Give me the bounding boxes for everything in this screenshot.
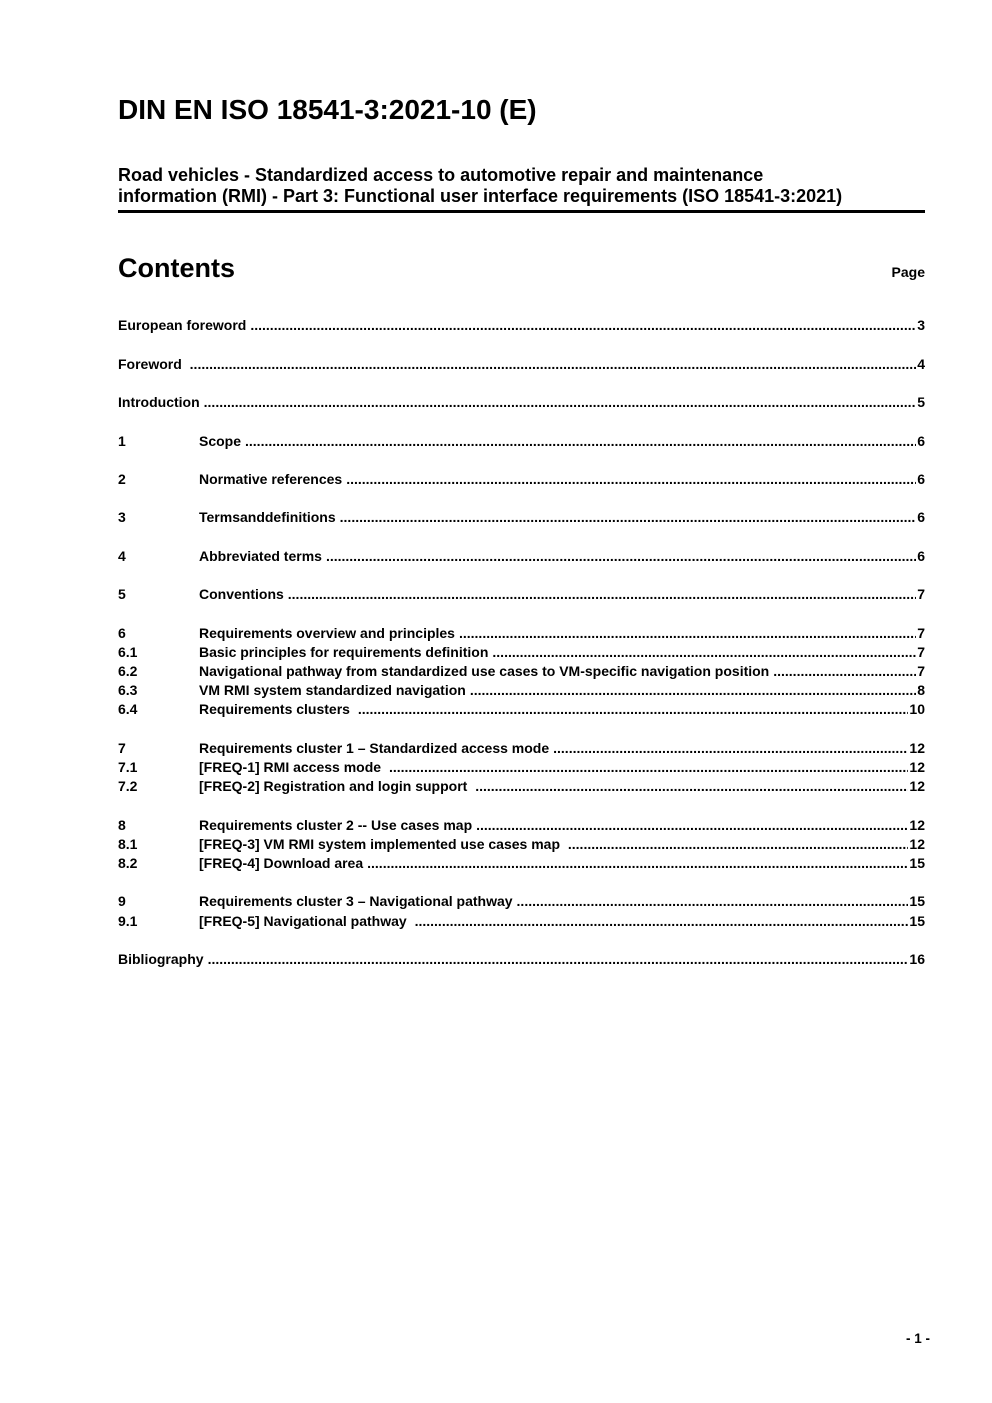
toc-entry: [118, 643, 925, 662]
toc-entry-page: 8: [917, 682, 925, 699]
toc-entry: [118, 624, 925, 643]
toc-leader-dots: [204, 950, 909, 969]
toc-entry-label: Scope: [199, 432, 242, 449]
toc-leader-dots: [471, 777, 908, 796]
toc-entry-number: 6.4: [118, 701, 138, 718]
toc-leader-dots: [549, 739, 908, 758]
toc-entry-page: 10: [909, 701, 925, 718]
toc-entry: [118, 854, 925, 873]
toc-entry-page: 12: [909, 835, 925, 852]
toc-entry: [118, 470, 925, 489]
toc-entry-label: Requirements cluster 3 – Navigational pathway: [199, 893, 513, 910]
toc-leader-dots: [411, 912, 909, 931]
toc-entry-label: Requirements overview and principles: [199, 624, 455, 641]
toc-entry-page: 12: [909, 739, 925, 756]
toc-entry-label: Conventions: [199, 586, 284, 603]
toc-entry: [118, 355, 925, 374]
toc-entry-number: 7.1: [118, 758, 138, 775]
toc-entry-number: 6.2: [118, 662, 138, 679]
toc-entry-label: Navigational pathway from standardized use cases to VM-specific navigation position: [199, 662, 770, 679]
toc-entry-number: 9.1: [118, 912, 138, 929]
toc-entry-page: 7: [917, 624, 925, 641]
toc-entry-label: Foreword: [118, 355, 186, 372]
toc-entry-page: 12: [909, 758, 925, 775]
toc-entry: [118, 585, 925, 604]
toc-entry: [118, 547, 925, 566]
toc-leader-dots: [241, 432, 916, 451]
toc-entry-label: Introduction: [118, 394, 200, 411]
contents-header: [118, 255, 925, 282]
toc-entry-number: 7.2: [118, 778, 138, 795]
toc-entry-label: [FREQ-3] VM RMI system implemented use cases map: [199, 835, 564, 852]
toc-entry: [118, 835, 925, 854]
toc-entry-page: 15: [909, 854, 925, 871]
toc-entry-number: 8: [118, 816, 126, 833]
toc-entry: [118, 739, 925, 758]
toc-entry-page: 6: [917, 547, 925, 564]
toc-entry-number: 8.2: [118, 854, 138, 871]
toc-leader-dots: [342, 470, 916, 489]
toc-entry-label: Abbreviated terms: [199, 547, 322, 564]
toc-leader-dots: [322, 547, 916, 566]
page-column-label: Page: [891, 264, 925, 281]
toc-entry-page: 16: [909, 950, 925, 967]
toc-leader-dots: [284, 585, 916, 604]
toc-entry: [118, 758, 925, 777]
toc-entry: [118, 816, 925, 835]
toc-entry: [118, 892, 925, 911]
doc-title-line2: information (RMI) - Part 3: Functional user interface requirements (ISO 18541-3:2021): [118, 185, 843, 206]
toc-entry-label: [FREQ-2] Registration and login support: [199, 778, 472, 795]
doc-number: DIN EN ISO 18541-3:2021-10 (E): [118, 94, 537, 125]
toc-entry-number: 7: [118, 739, 126, 756]
toc-entry-page: 4: [917, 355, 925, 372]
toc-entry-label: [FREQ-4] Download area: [199, 854, 364, 871]
toc-leader-dots: [513, 892, 909, 911]
toc-entry: [118, 662, 925, 681]
toc-entry-number: 3: [118, 509, 126, 526]
toc-entry: [118, 432, 925, 451]
toc-entry-label: Requirements cluster 1 – Standardized access mode: [199, 739, 550, 756]
toc-entry: [118, 393, 925, 412]
toc-leader-dots: [455, 624, 916, 643]
toc-leader-dots: [200, 393, 917, 412]
doc-title: [118, 165, 925, 213]
toc-leader-dots: [564, 835, 909, 854]
toc-entry-page: 3: [917, 317, 925, 334]
toc-leader-dots: [472, 816, 908, 835]
toc-leader-dots: [385, 758, 908, 777]
toc-entry-page: 6: [917, 509, 925, 526]
toc-entry-label: Requirements clusters: [199, 701, 354, 718]
toc-leader-dots: [336, 508, 917, 527]
doc-title-line1: Road vehicles - Standardized access to automotive repair and maintenance: [118, 165, 764, 186]
toc-entry: [118, 508, 925, 527]
toc-entry-label: VM RMI system standardized navigation: [199, 682, 466, 699]
toc-entry-page: 12: [909, 816, 925, 833]
toc-entry-page: 7: [917, 586, 925, 603]
toc-entry-number: 2: [118, 470, 126, 487]
toc-entry-label: Bibliography: [118, 950, 204, 967]
toc-entry-number: 4: [118, 547, 126, 564]
toc-entry-number: 9: [118, 893, 126, 910]
toc-entry-label: Basic principles for requirements definition: [199, 643, 489, 660]
toc-leader-dots: [186, 355, 917, 374]
toc-entry-label: Requirements cluster 2 -- Use cases map: [199, 816, 473, 833]
toc-entry-label: [FREQ-1] RMI access mode: [199, 758, 385, 775]
toc-entry: [118, 700, 925, 719]
toc-entry-page: 7: [917, 643, 925, 660]
toc-entry-page: 5: [917, 394, 925, 411]
toc-entry-label: [FREQ-5] Navigational pathway: [199, 912, 411, 929]
contents-heading: Contents: [118, 253, 235, 284]
toc-entry: [118, 950, 925, 969]
toc-entry: [118, 777, 925, 796]
toc-entry-number: 5: [118, 586, 126, 603]
toc-leader-dots: [488, 643, 916, 662]
toc-leader-dots: [246, 316, 916, 335]
toc-leader-dots: [354, 700, 909, 719]
toc-entry-page: 7: [917, 662, 925, 679]
toc-entry-number: 6: [118, 624, 126, 641]
toc-entry-label: European foreword: [118, 317, 247, 334]
toc-entry-number: 6.3: [118, 682, 138, 699]
page-footer-number: - 1 -: [905, 1331, 930, 1346]
toc-entry-page: 15: [909, 893, 925, 910]
toc-entry-number: 6.1: [118, 643, 138, 660]
toc-entry: [118, 316, 925, 335]
toc-leader-dots: [466, 681, 916, 700]
toc-entry-number: 8.1: [118, 835, 138, 852]
toc-entry-label: Normative references: [199, 470, 343, 487]
toc-entry: [118, 681, 925, 700]
toc-entry-page: 15: [909, 912, 925, 929]
toc-entry-page: 6: [917, 470, 925, 487]
table-of-contents: [118, 316, 925, 969]
toc-entry-label: Termsanddefinitions: [199, 509, 336, 526]
toc-entry: [118, 912, 925, 931]
toc-leader-dots: [363, 854, 908, 873]
toc-entry-page: 6: [917, 432, 925, 449]
toc-entry-page: 12: [909, 778, 925, 795]
toc-leader-dots: [769, 662, 916, 681]
toc-entry-number: 1: [118, 432, 126, 449]
